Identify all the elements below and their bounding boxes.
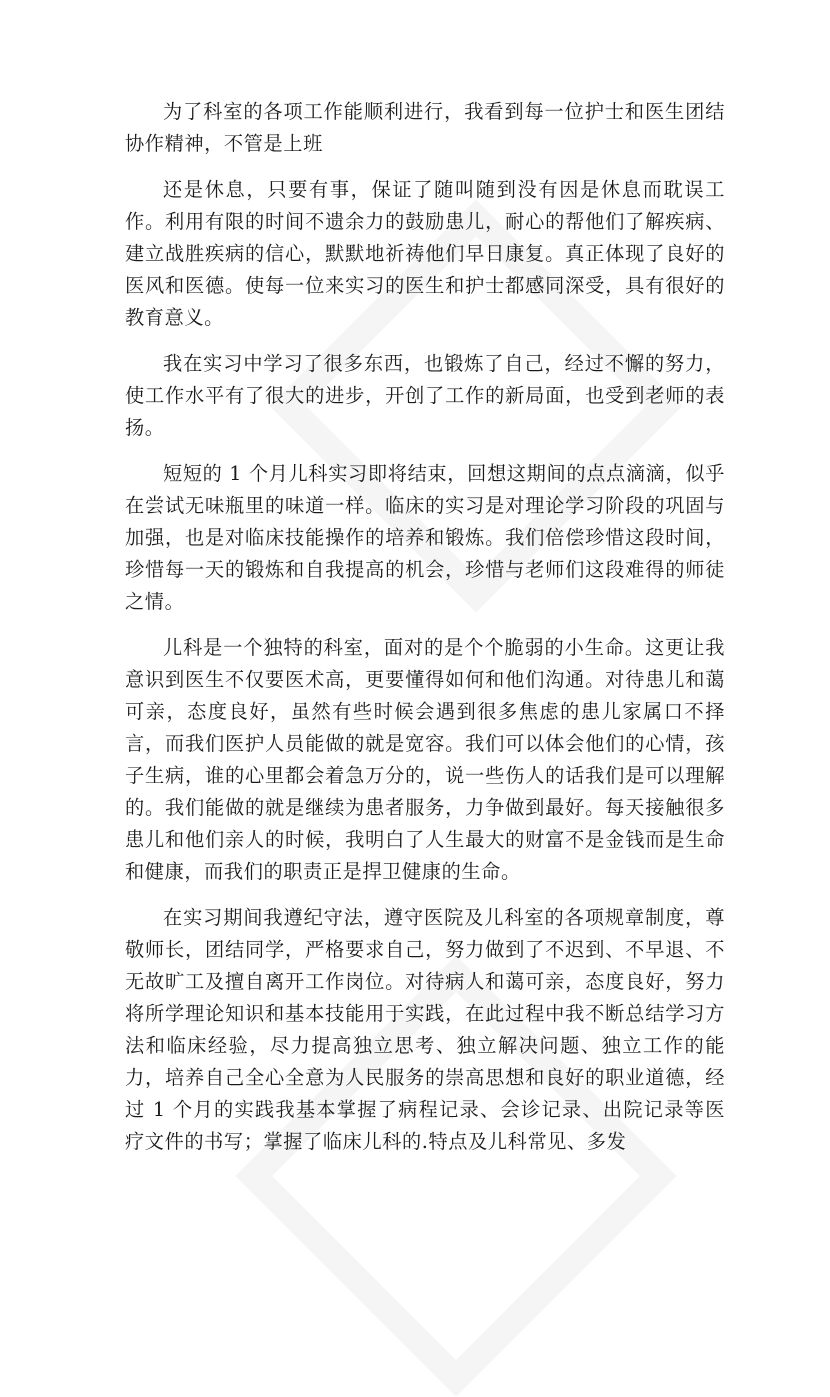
- paragraph: 儿科是一个独特的科室，面对的是个个脆弱的小生命。这更让我意识到医生不仅要医术高，更要懂得如何和他们沟通。对待患儿和蔼可亲，态度良好，虽然有些时候会遇到很多焦虑的患儿家属口不择言，而我们医护人员能做的就是宽容。我们可以体会他们的心情，孩子生病，谁的心里都会着急万分的，说一些伤人的话我们是可以理解的。我们能做的就是继续为患者服务，力争做到最好。每天接触很多患儿和他们亲人的时候，我明白了人生最大的财富不是金钱而是生命和健康，而我们的职责正是捍卫健康的生命。: [125, 636, 725, 883]
- paragraph: 还是休息，只要有事，保证了随叫随到没有因是休息而耽误工作。利用有限的时间不遗余力的鼓励患儿，耐心的帮他们了解疾病、建立战胜疾病的信心，默默地祈祷他们早日康复。真正体现了良好的医风和医德。使每一位来实习的医生和护士都感同深受，具有很好的教育意义。: [125, 178, 725, 329]
- paragraph: 在实习期间我遵纪守法，遵守医院及儿科室的各项规章制度，尊敬师长，团结同学，严格要求自己，努力做到了不迟到、不早退、不无故旷工及擅自离开工作岗位。对待病人和蔼可亲，态度良好，努力将所学理论知识和基本技能用于实践，在此过程中我不断总结学习方法和临床经验，尽力提高独立思考、独立解决问题、独立工作的能力，培养自己全心全意为人民服务的崇高思想和良好的职业道德，经过 1 个月的实践我基本掌握了病程记录、会诊记录、出院记录等医疗文件的书写；掌握了临床儿科的.特点及儿科常见、多发: [125, 906, 725, 1153]
- paragraph: 为了科室的各项工作能顺利进行，我看到每一位护士和医生团结协作精神，不管是上班: [125, 100, 725, 155]
- paragraph: 我在实习中学习了很多东西，也锻炼了自己，经过不懈的努力，使工作水平有了很大的进步，开创了工作的新局面，也受到老师的表扬。: [125, 352, 725, 439]
- document-body: [125, 96, 725, 1172]
- paragraph: 短短的 1 个月儿科实习即将结束，回想这期间的点点滴滴，似乎在尝试无味瓶里的味道一样。临床的实习是对理论学习阶段的巩固与加强，也是对临床技能操作的培养和锻炼。我们倍偿珍惜这段时间，珍惜每一天的锻炼和自我提高的机会，珍惜与老师们这段难得的师徒之情。: [125, 462, 725, 613]
